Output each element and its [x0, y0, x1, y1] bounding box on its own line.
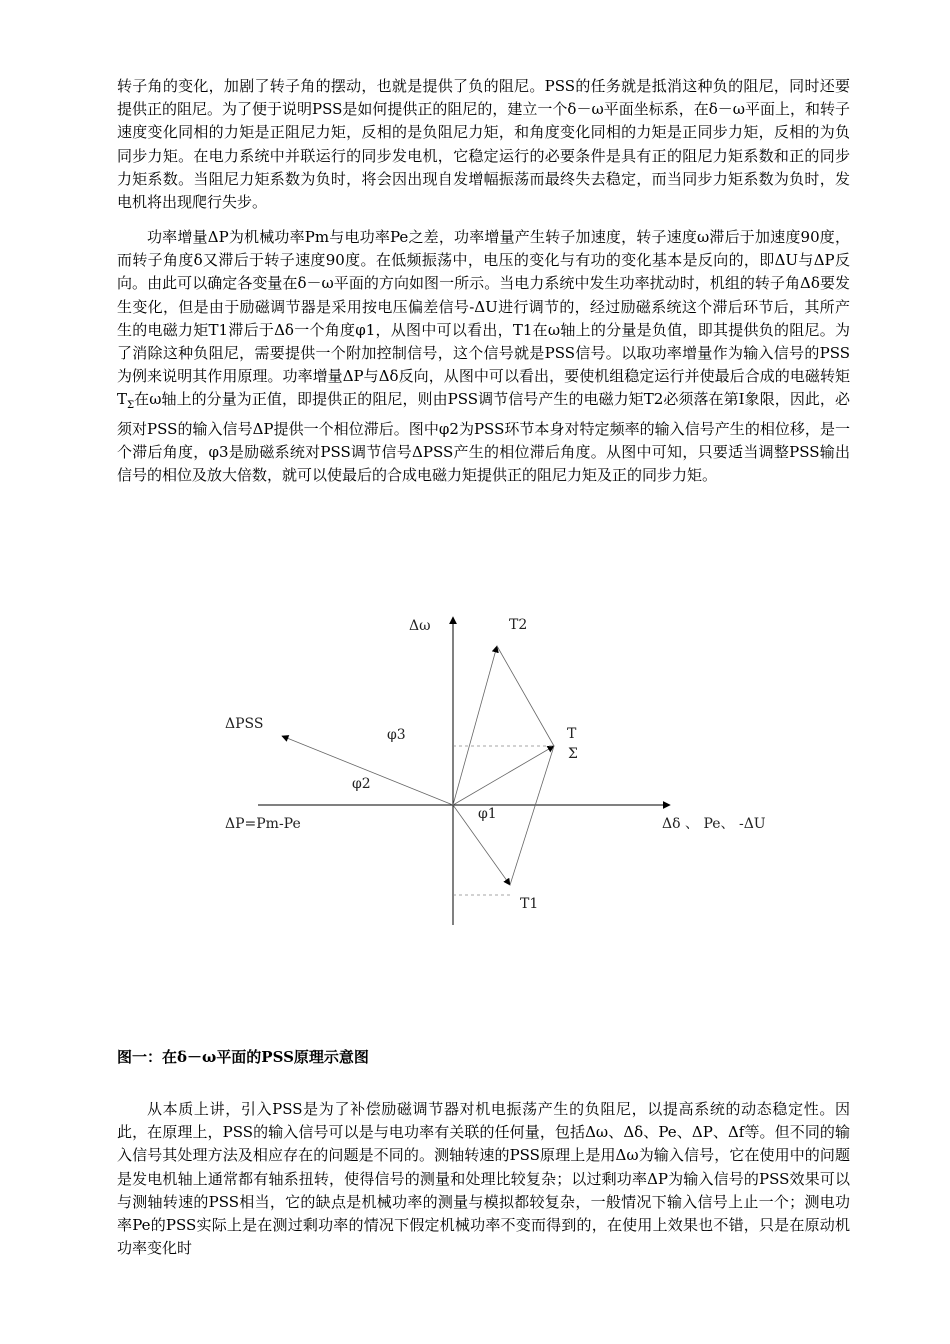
paragraph-1: 转子角的变化，加剧了转子角的摆动，也就是提供了负的阻尼。PSS的任务就是抵消这种负的阻尼，同时还要提供正的阻尼。为了便于说明PSS是如何提供正的阻尼的，建立一个δ－ω平面坐标系，在δ－ω平面上，和转子速度变化同相的力矩是正阻尼力矩，反相的是负阻尼力矩，和角度变化同相的力矩是正同步力矩，反相的为负同步力矩。在电力系统中并联运行的同步发电机，它稳定运行的必要条件是具有正的阻尼力矩系数和正的同步力矩系数。当阻尼力矩系数为负时，将会因出现自发增幅振荡而最终失去稳定，而当同步力矩系数为负时，发电机将出现爬行失步。: [117, 77, 850, 212]
t1-label: T1: [520, 896, 539, 912]
phi1-label: φ1: [478, 806, 497, 822]
paragraph-3: 从本质上讲，引入PSS是为了补偿励磁调节器对机电振荡产生的负阻尼，以提高系统的动态稳定性。因此，在原理上，PSS的输入信号可以是与电功率有关联的任何量，包括Δω、Δδ、Pe、ΔP、Δf等。但不同的输入信号其处理方法及相应存在的问题是不同的。测轴转速的PSS原理上是用Δω为输入信号，它在使用中的问题是发电机轴上通常都有轴系扭转，使得信号的测量和处理比较复杂；以过剩功率ΔP为输入信号的PSS效果可以与测轴转速的PSS相当，它的缺点是机械功率的测量与模拟都较复杂，一般情况下输入信号上止一个；测电功率Pe的PSS实际上是在测过剩功率的情况下假定机械功率不变而得到的，在使用上效果也不错，只是在原动机功率变化时: [117, 1100, 850, 1258]
paragraph-2-text-b: 在ω轴上的分量为正值，即提供正的阻尼，则由PSS调节信号产生的电磁力矩T2必须落在第Ⅰ象限，因此，必须对PSS的输入信号ΔP提供一个相位滞后。图中φ2为PSS环节本身对特定频率的输入信号产生的相位移，是一个滞后角度，φ3是励磁系统对PSS调节信号ΔPSS产生的相位滞后角度。从图中可知，只要适当调整PSS输出信号的相位及放大倍数，就可以使最后的合成电磁力矩提供正的阻尼力矩及正的同步力矩。: [117, 390, 850, 485]
delta-pss-vector: [282, 736, 453, 805]
delta-pss-label: ΔPSS: [225, 716, 264, 732]
paragraph-2-text-a: 功率增量ΔP为机械功率Pm与电功率Pe之差，功率增量产生转子加速度，转子速度ω滞后于加速度90度，而转子角度δ又滞后于转子速度90度。在低频振荡中，电压的变化与有功的变化基本是反向的，即ΔU与ΔP反向。由此可以确定各变量在δ－ω平面的方向如图一所示。当电力系统中发生功率扰动时，机组的转子角Δδ要发生变化，但是由于励磁调节器是采用按电压偏差信号-ΔU进行调节的，经过励磁系统这个滞后环节后，其所产生的电磁力矩T1滞后于Δδ一个角度φ1，从图中可以看出，T1在ω轴上的分量是负值，即其提供负的阻尼。为了消除这种负阻尼，需要提供一个附加控制信号，这个信号就是PSS信号。以取功率增量作为输入信号的PSS为例来说明其作用原理。功率增量ΔP与Δδ反向，从图中可以看出，要使机组稳定运行并使最后合成的电磁转矩T: [117, 228, 850, 409]
t2-label: T2: [509, 617, 528, 633]
t2-to-tsigma-line: [497, 646, 554, 746]
sigma-subscript: Σ: [127, 400, 135, 412]
x-axis-label: Δδ 、 Pe、 -ΔU: [662, 816, 766, 832]
tsigma-to-t1-line: [510, 746, 554, 885]
phi3-label: φ3: [387, 727, 406, 743]
delta-p-label: ΔP=Pm-Pe: [225, 816, 301, 832]
diagram-svg: [0, 590, 950, 950]
t2-vector: [453, 646, 497, 805]
phi2-label: φ2: [352, 776, 371, 792]
t-sigma-label-sigma: Σ: [568, 746, 578, 762]
t-sigma-label-t: T: [567, 726, 577, 742]
pss-vector-diagram: [0, 590, 950, 950]
t-sigma-vector: [453, 746, 554, 805]
figure-caption: 图一：在δ－ω平面的PSS原理示意图: [117, 1048, 369, 1066]
paragraph-2: [117, 226, 850, 487]
delta-omega-label: Δω: [409, 618, 431, 634]
